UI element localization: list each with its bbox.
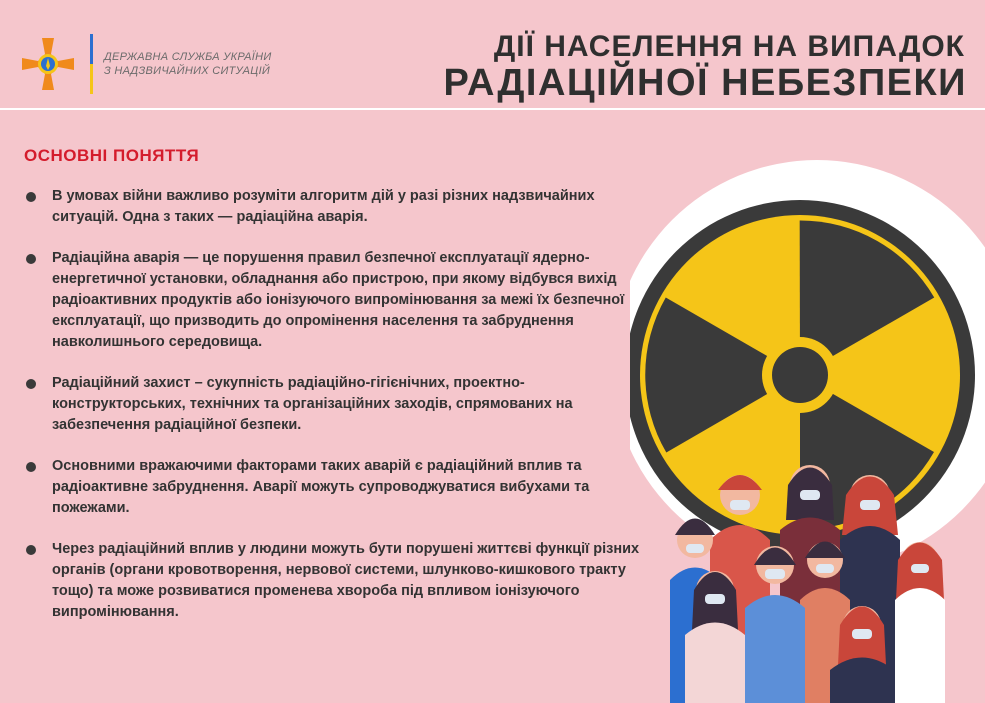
bullet-dot-icon bbox=[26, 462, 36, 472]
radiation-illustration bbox=[630, 140, 985, 703]
dsns-emblem-icon bbox=[20, 36, 76, 92]
bullet-list bbox=[24, 186, 654, 643]
agency-name-line2: З НАДЗВИЧАЙНИХ СИТУАЦІЙ bbox=[104, 65, 271, 77]
bullet-dot-icon bbox=[26, 545, 36, 555]
bullet-text: Через радіаційний вплив у людини можуть бути порушені життєві функції різних органів (органи кровотворення, нервової системи, шлунково-кишкового тракту тощо) та може розвиватися променева хвороба під впливом іонізуючого випромінювання. bbox=[52, 541, 640, 620]
bullet-item bbox=[24, 248, 654, 353]
bullet-item bbox=[24, 456, 654, 519]
bullet-dot-icon bbox=[26, 192, 36, 202]
agency-name-line1: ДЕРЖАВНА СЛУЖБА УКРАЇНИ bbox=[104, 51, 272, 63]
bullet-text: Радіаційний захист – сукупність радіаційно-гігієнічних, проектно-конструкторських, технічних та організаційних заходів, спрямованих на забезпечення радіаційної безпеки. bbox=[52, 375, 573, 433]
bullet-text: В умовах війни важливо розуміти алгоритм дій у разі різних надзвичайних ситуацій. Одна з таких — радіаційна аварія. bbox=[52, 188, 595, 225]
bullet-item bbox=[24, 373, 654, 436]
page-title-line2: РАДІАЦІЙНОЇ НЕБЕЗПЕКИ bbox=[443, 62, 967, 104]
bullet-dot-icon bbox=[26, 254, 36, 264]
section-title: ОСНОВНІ ПОНЯТТЯ bbox=[24, 146, 200, 165]
bullet-text: Основними вражаючими факторами таких аварій є радіаційний вплив та радіоактивне забруднення. Аварії можуть супроводжуватися вибухами та пожежами. bbox=[52, 458, 590, 516]
page-title-line1: ДІЇ НАСЕЛЕННЯ НА ВИПАДОК bbox=[493, 30, 965, 63]
agency-name bbox=[104, 50, 272, 78]
bullet-item bbox=[24, 186, 654, 228]
header-divider bbox=[0, 108, 985, 110]
logo-divider bbox=[90, 34, 93, 94]
bullet-text: Радіаційна аварія — це порушення правил безпечної експлуатації ядерно-енергетичної установки, обладнання або пристрою, при якому відбувся вихід радіоактивних продуктів або іонізуючого випромінювання за межі їх безпечної експлуатації, що призводить до опромінення населення та забруднення навколишнього середовища. bbox=[52, 250, 625, 350]
bullet-dot-icon bbox=[26, 379, 36, 389]
header bbox=[0, 0, 985, 112]
bullet-item bbox=[24, 539, 654, 623]
